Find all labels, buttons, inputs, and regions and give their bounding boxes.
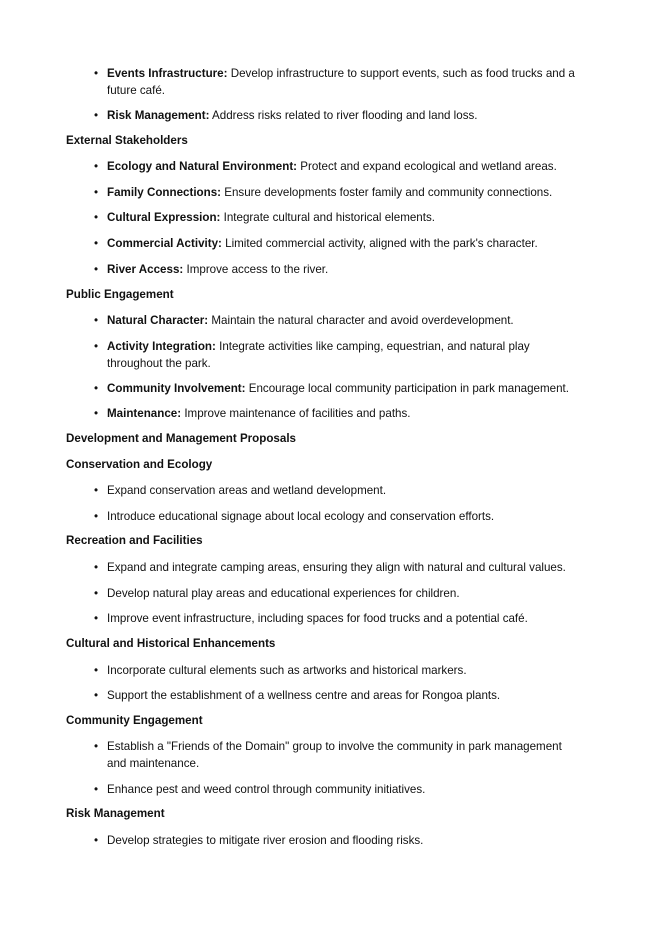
bullet-icon: • (93, 561, 99, 574)
item-label: Events Infrastructure: (107, 67, 228, 80)
list-item (85, 508, 575, 525)
bullet-icon: • (93, 587, 99, 600)
item-text: Address risks related to river flooding and land loss. (209, 109, 478, 122)
bullet-icon: • (93, 237, 99, 250)
item-text: Develop natural play areas and educational experiences for children. (107, 587, 460, 600)
item-text: Support the establishment of a wellness centre and areas for Rongoa plants. (107, 689, 501, 702)
section-heading: Recreation and Facilities (66, 534, 203, 547)
bullet-icon: • (93, 612, 99, 625)
item-text: Integrate cultural and historical elements. (220, 211, 435, 224)
item-text: Improve access to the river. (183, 263, 329, 276)
list-item (85, 261, 575, 278)
item-text: Develop strategies to mitigate river erosion and flooding risks. (107, 834, 424, 847)
bullet-icon: • (93, 834, 99, 847)
list-item (85, 405, 575, 422)
item-label: Ecology and Natural Environment: (107, 160, 298, 173)
item-text: Develop infrastructure to support events, such as food trucks and a future café. (107, 67, 575, 97)
section-heading: Conservation and Ecology (66, 458, 213, 471)
item-text: Improve maintenance of facilities and paths. (181, 407, 411, 420)
item-text: Integrate activities like camping, equestrian, and natural play throughout the park. (107, 340, 530, 370)
list-item (85, 559, 575, 576)
item-text: Maintain the natural character and avoid overdevelopment. (208, 314, 514, 327)
list-item (85, 687, 575, 704)
bullet-icon: • (93, 664, 99, 677)
section-heading: Public Engagement (66, 288, 174, 301)
bullet-icon: • (93, 314, 99, 327)
bullet-icon: • (93, 510, 99, 523)
list-item (85, 832, 575, 849)
bullet-icon: • (93, 109, 99, 122)
section-heading: Development and Management Proposals (66, 432, 296, 445)
bullet-icon: • (93, 340, 99, 353)
item-label: Family Connections: (107, 186, 222, 199)
item-label: Commercial Activity: (107, 237, 222, 250)
section-heading: External Stakeholders (66, 134, 188, 147)
item-text: Encourage local community participation in park management. (245, 382, 570, 395)
list-item (85, 65, 575, 99)
bullet-icon: • (93, 211, 99, 224)
item-text: Ensure developments foster family and community connections. (221, 186, 553, 199)
item-label: Maintenance: (107, 407, 182, 420)
item-text: Expand conservation areas and wetland development. (107, 484, 387, 497)
bullet-icon: • (93, 689, 99, 702)
item-text: Expand and integrate camping areas, ensuring they align with natural and cultural values. (107, 561, 566, 574)
bullet-icon: • (93, 407, 99, 420)
list-item (85, 781, 575, 798)
section-heading: Risk Management (66, 807, 165, 820)
bullet-icon: • (93, 186, 99, 199)
section-heading: Cultural and Historical Enhancements (66, 637, 276, 650)
item-text: Establish a "Friends of the Domain" group to involve the community in park management and maintenance. (107, 740, 562, 770)
list-item (85, 610, 575, 627)
item-text: Limited commercial activity, aligned with the park's character. (221, 237, 538, 250)
bullet-icon: • (93, 382, 99, 395)
bullet-icon: • (93, 783, 99, 796)
item-label: Cultural Expression: (107, 211, 221, 224)
item-label: Community Involvement: (107, 382, 246, 395)
list-item (85, 585, 575, 602)
bullet-icon: • (93, 67, 99, 80)
bullet-icon: • (93, 160, 99, 173)
section-heading: Community Engagement (66, 714, 203, 727)
item-label: Risk Management: (107, 109, 210, 122)
list-item (85, 738, 575, 772)
list-item (85, 158, 575, 175)
list-item (85, 184, 575, 201)
item-label: Activity Integration: (107, 340, 216, 353)
item-label: Natural Character: (107, 314, 209, 327)
list-item (85, 312, 575, 329)
list-item (85, 662, 575, 679)
bullet-icon: • (93, 740, 99, 753)
item-text: Enhance pest and weed control through community initiatives. (107, 783, 426, 796)
item-text: Improve event infrastructure, including spaces for food trucks and a potential café. (107, 612, 528, 625)
list-item (85, 482, 575, 499)
bullet-icon: • (93, 484, 99, 497)
item-text: Incorporate cultural elements such as artworks and historical markers. (107, 664, 467, 677)
item-label: River Access: (107, 263, 184, 276)
list-item (85, 338, 575, 372)
bullet-icon: • (93, 263, 99, 276)
list-item (85, 107, 575, 124)
list-item (85, 209, 575, 226)
list-item (85, 380, 575, 397)
item-text: Introduce educational signage about local ecology and conservation efforts. (107, 510, 495, 523)
item-text: Protect and expand ecological and wetland areas. (297, 160, 557, 173)
list-item (85, 235, 575, 252)
